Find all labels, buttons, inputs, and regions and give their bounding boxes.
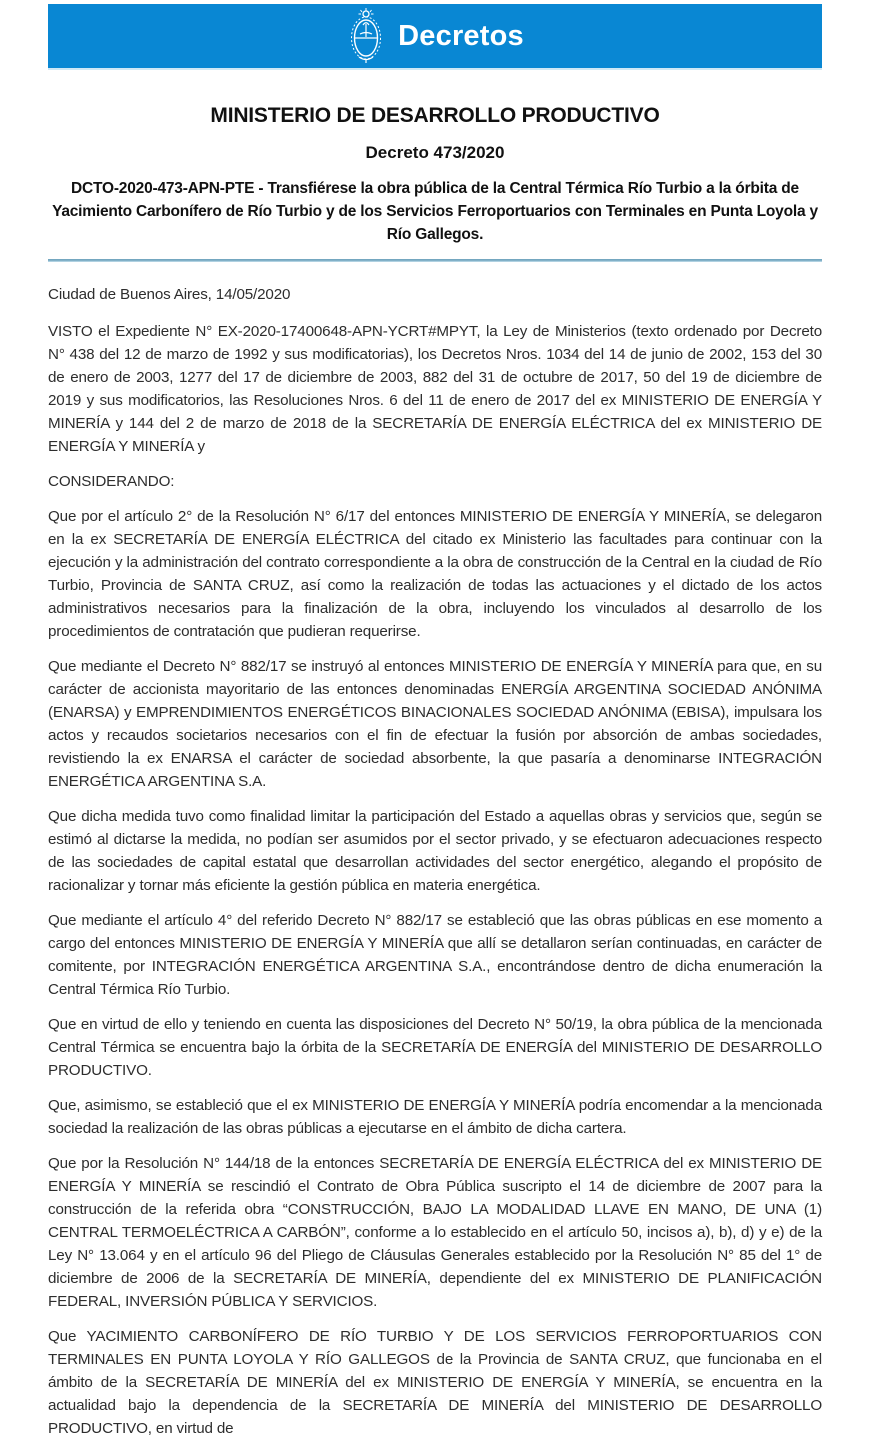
decree-body (0, 262, 870, 1440)
decree-summary: DCTO-2020-473-APN-PTE - Transfiérese la obra pública de la Central Térmica Río Turbio a la órbita de Yacimiento Carbonífero de Río Turbio y de los Servicios Ferroportuarios con Terminales en Punta Loyola y Río Gallegos. (52, 180, 818, 243)
considerando-paragraph: Que dicha medida tuvo como finalidad limitar la participación del Estado a aquellas obras y servicios que, según se estimó al dictarse la medida, no podían ser asumidos por el sector privado, y se efectuaron adecuaciones respecto de las sociedades de capital estatal que desarrollan actividades del sector energético, alegando el propósito de racionalizar y tornar más eficiente la gestión pública en materia energética. (48, 808, 822, 894)
ministry-title: MINISTERIO DE DESARROLLO PRODUCTIVO (210, 104, 660, 127)
document-header (0, 104, 870, 246)
considerando-paragraph: Que en virtud de ello y teniendo en cuenta las disposiciones del Decreto N° 50/19, la obra pública de la mencionada Central Térmica se encuentra bajo la órbita de la SECRETARÍA DE ENERGÍA del MINISTERIO DE DESARROLLO PRODUCTIVO. (48, 1016, 822, 1079)
considerando-paragraph: Que mediante el Decreto N° 882/17 se instruyó al entonces MINISTERIO DE ENERGÍA Y MINERÍA para que, en su carácter de accionista mayoritario de las entonces denominadas ENERGÍA ARGENTINA SOCIEDAD ANÓNIMA (ENARSA) y EMPRENDIMIENTOS ENERGÉTICOS BINACIONALES SOCIEDAD ANÓNIMA (EBISA), impulsara los actos y recaudos societarios necesarios con el fin de efectuar la fusión por absorción de ambas sociedades, revistiendo la ex ENARSA el carácter de sociedad absorbente, la que pasaría a denominarse INTEGRACIÓN ENERGÉTICA ARGENTINA S.A. (48, 658, 822, 790)
considerando-paragraph: Que mediante el artículo 4° del referido Decreto N° 882/17 se estableció que las obras públicas en ese momento a cargo del entonces MINISTERIO DE ENERGÍA Y MINERÍA que allí se detallaron serían continuadas, en carácter de comitente, por INTEGRACIÓN ENERGÉTICA ARGENTINA S.A., encontrándose dentro de dicha enumeración la Central Térmica Río Turbio. (48, 912, 822, 998)
decree-number: Decreto 473/2020 (365, 143, 505, 162)
argentina-coat-of-arms-icon (346, 8, 386, 64)
considerando-paragraph: Que por el artículo 2° de la Resolución N° 6/17 del entonces MINISTERIO DE ENERGÍA Y MINERÍA, se delegaron en la ex SECRETARÍA DE ENERGÍA ELÉCTRICA del citado ex Ministerio las facultades para continuar con la ejecución y la administración del contrato correspondiente a la obra de construcción de la Central en la ciudad de Río Turbio, Provincia de SANTA CRUZ, así como la realización de todas las actuaciones y el dictado de los actos administrativos necesarios para la finalización de la obra, incluyendo los vinculados al desarrollo de los procedimientos de contratación que pudieran requerirse. (48, 508, 822, 640)
considerando-paragraph: Que, asimismo, se estableció que el ex MINISTERIO DE ENERGÍA Y MINERÍA podría encomendar a la mencionada sociedad la realización de las obras públicas a ejecutarse en el ámbito de dicha cartera. (48, 1097, 822, 1137)
banner-title: Decretos (398, 19, 524, 52)
considerando-paragraph: Que YACIMIENTO CARBONÍFERO DE RÍO TURBIO Y DE LOS SERVICIOS FERROPORTUARIOS CON TERMINALES EN PUNTA LOYOLA Y RÍO GALLEGOS de la Provincia de SANTA CRUZ, que funcionaba en el ámbito de la SECRETARÍA DE MINERÍA del ex MINISTERIO DE ENERGÍA Y MINERÍA, se encuentra en la actualidad bajo la dependencia de la SECRETARÍA DE MINERÍA del MINISTERIO DE DESARROLLO PRODUCTIVO, en virtud de (48, 1328, 822, 1437)
considerando-paragraphs (48, 505, 822, 1440)
visto-paragraph: VISTO el Expediente N° EX-2020-17400648-APN-YCRT#MPYT, la Ley de Ministerios (texto ordenado por Decreto N° 438 del 12 de marzo de 1992 y sus modificatorias), los Decretos Nros. 1034 del 14 de junio de 2002, 153 del 30 de enero de 2003, 1277 del 17 de diciembre de 2003, 882 del 31 de octubre de 2017, 50 del 19 de diciembre de 2019 y sus modificatorios, las Resoluciones Nros. 6 del 11 de enero de 2017 del ex MINISTERIO DE ENERGÍA Y MINERÍA y 144 del 2 de marzo de 2018 de la SECRETARÍA DE ENERGÍA ELÉCTRICA del ex MINISTERIO DE ENERGÍA Y MINERÍA y (48, 323, 822, 455)
decree-page (0, 4, 870, 1437)
considerando-label: CONSIDERANDO: (48, 473, 175, 490)
decretos-banner (48, 4, 822, 70)
dateline: Ciudad de Buenos Aires, 14/05/2020 (48, 286, 291, 303)
considerando-paragraph: Que por la Resolución N° 144/18 de la entonces SECRETARÍA DE ENERGÍA ELÉCTRICA del ex MINISTERIO DE ENERGÍA Y MINERÍA se rescindió el Contrato de Obra Pública suscripto el 14 de diciembre de 2007 para la construcción de la referida obra “CONSTRUCCIÓN, BAJO LA MODALIDAD LLAVE EN MANO, DE UNA (1) CENTRAL TERMOELÉCTRICA A CARBÓN”, conforme a lo establecido en el artículo 50, incisos a), b), d) y e) de la Ley N° 13.064 y en el artículo 96 del Pliego de Cláusulas Generales establecido por la Resolución N° 85 del 1° de diciembre de 2006 de la SECRETARÍA DE MINERÍA, dependiente del ex MINISTERIO DE PLANIFICACIÓN FEDERAL, INVERSIÓN PÚBLICA Y SERVICIOS. (48, 1155, 822, 1310)
